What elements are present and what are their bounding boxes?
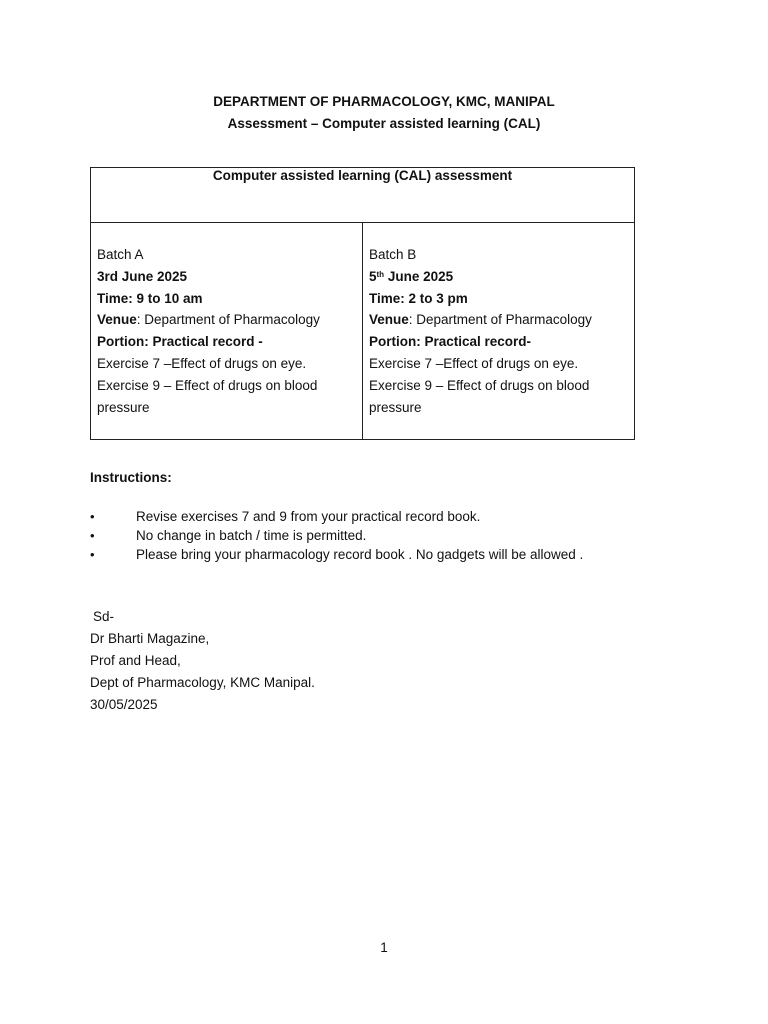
batch-b-venue-label: Venue	[369, 312, 409, 328]
batch-a-exercise-9-line2: pressure	[97, 399, 150, 415]
batch-b-date-number: 5	[369, 268, 377, 284]
signatory-name: Dr Bharti Magazine,	[90, 631, 210, 646]
list-item	[90, 545, 690, 564]
batch-b-venue	[369, 309, 628, 331]
batch-b-date-rest: June 2025	[384, 268, 454, 284]
batch-b-time: Time: 2 to 3 pm	[369, 290, 468, 306]
batch-a-venue-value: : Department of Pharmacology	[136, 312, 320, 328]
instruction-text: Please bring your pharmacology record book . No gadgets will be allowed .	[136, 547, 584, 562]
table-title-cell	[91, 168, 635, 223]
batch-a-exercise-9-line1: Exercise 9 – Effect of drugs on blood	[97, 377, 318, 393]
signatory-designation: Prof and Head,	[90, 653, 181, 668]
batch-b-venue-value: : Department of Pharmacology	[408, 312, 592, 328]
batch-a-name: Batch A	[97, 247, 144, 262]
batch-a-exercise-7: Exercise 7 –Effect of drugs on eye.	[97, 355, 307, 371]
instructions-list	[90, 507, 690, 564]
signature-date: 30/05/2025	[90, 697, 158, 712]
batch-b-exercise-7: Exercise 7 –Effect of drugs on eye.	[369, 355, 579, 371]
bullet-icon: •	[90, 509, 95, 524]
batch-a-cell	[91, 223, 363, 440]
instruction-text: No change in batch / time is permitted.	[136, 528, 367, 543]
batch-a-portion: Portion: Practical record -	[97, 334, 263, 350]
signature-block	[90, 606, 315, 716]
cal-schedule-table	[90, 167, 635, 440]
instruction-text: Revise exercises 7 and 9 from your practical record book.	[136, 509, 481, 524]
batch-a-date: 3rd June 2025	[97, 268, 188, 284]
list-item	[90, 507, 690, 526]
batch-b-name: Batch B	[369, 247, 417, 262]
batch-b-date	[369, 266, 628, 288]
batch-b-exercise-9-line2: pressure	[369, 399, 422, 415]
instructions-heading: Instructions:	[90, 470, 172, 485]
page-number: 1	[380, 940, 388, 955]
batch-a-time: Time: 9 to 10 am	[97, 290, 203, 306]
department-title: DEPARTMENT OF PHARMACOLOGY, KMC, MANIPAL	[213, 94, 555, 109]
table-title: Computer assisted learning (CAL) assessment	[212, 168, 513, 183]
signatory-department: Dept of Pharmacology, KMC Manipal.	[90, 675, 315, 690]
batch-a-venue	[97, 309, 356, 331]
batch-b-date-suffix: th	[376, 269, 385, 279]
bullet-icon: •	[90, 547, 95, 562]
signature-sd: Sd-	[93, 609, 115, 624]
batch-b-exercise-9-line1: Exercise 9 – Effect of drugs on blood	[369, 377, 590, 393]
batch-a-venue-label: Venue	[97, 312, 137, 328]
bullet-icon: •	[90, 528, 95, 543]
batch-b-portion: Portion: Practical record-	[369, 334, 532, 350]
list-item	[90, 526, 690, 545]
assessment-subtitle: Assessment – Computer assisted learning (CAL)	[227, 116, 541, 131]
batch-b-cell	[363, 223, 635, 440]
